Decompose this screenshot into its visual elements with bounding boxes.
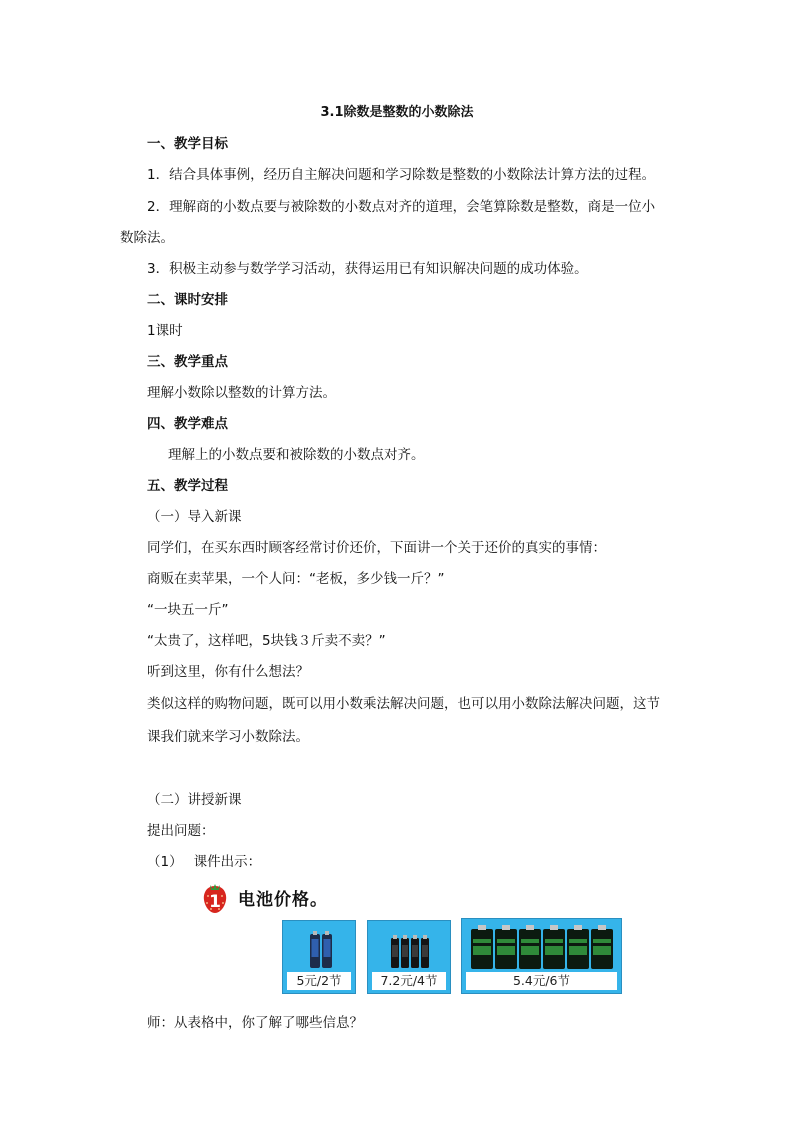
paragraph: 2．理解商的小数点要与被除数的小数点对齐的道理，会笔算除数是整数，商是一位小 — [147, 199, 656, 215]
battery-card — [367, 920, 451, 994]
battery-icon — [390, 935, 430, 969]
figure-banner — [202, 880, 328, 914]
paragraph: 同学们，在买东西时顾客经常讨价还价，下面讲一个关于还价的真实的事情： — [147, 540, 606, 556]
paragraph: “太贵了，这样吧，5块钱３斤卖不卖？” — [147, 633, 386, 649]
paragraph: 课我们就来学习小数除法。 — [147, 729, 309, 745]
section-heading-schedule: 二、课时安排 — [147, 292, 228, 308]
strawberry-badge-icon — [202, 882, 228, 912]
battery-price-caption: 7.2元/4节 — [372, 972, 446, 990]
section-heading-process: 五、教学过程 — [147, 478, 228, 494]
section-heading-difficulties: 四、教学难点 — [147, 416, 228, 432]
section-heading-objectives: 一、教学目标 — [147, 136, 228, 152]
paragraph: 3．积极主动参与数学学习活动，获得运用已有知识解决问题的成功体验。 — [147, 261, 588, 277]
paragraph: 听到这里，你有什么想法？ — [147, 664, 309, 680]
paragraph: 商贩在卖苹果，一个人问：“老板，多少钱一斤？” — [147, 571, 445, 587]
battery-icon — [470, 925, 614, 969]
paragraph: 提出问题： — [147, 823, 215, 839]
battery-price-caption: 5元/2节 — [287, 972, 351, 990]
paragraph: 理解上的小数点要和被除数的小数点对齐。 — [168, 447, 425, 463]
section-heading-key-points: 三、教学重点 — [147, 354, 228, 370]
page-title: 3.1除数是整数的小数除法 — [320, 105, 474, 120]
paragraph: 理解小数除以整数的计算方法。 — [147, 385, 336, 401]
battery-card — [282, 920, 356, 994]
subsection-heading: （一）导入新课 — [147, 509, 242, 525]
battery-card — [461, 918, 622, 994]
paragraph: 1．结合具体事例，经历自主解决问题和学习除数是整数的小数除法计算方法的过程。 — [147, 167, 656, 183]
paragraph: “一块五一斤” — [147, 602, 229, 618]
subsection-heading: （二）讲授新课 — [147, 792, 242, 808]
paragraph: 师：从表格中，你了解了哪些信息？ — [147, 1015, 363, 1031]
battery-icon — [309, 931, 333, 969]
paragraph: 类似这样的购物问题，既可以用小数乘法解决问题，也可以用小数除法解决问题，这节 — [147, 696, 660, 712]
paragraph: 1课时 — [147, 323, 183, 339]
badge-number: 1 — [209, 892, 221, 912]
paragraph: 数除法。 — [120, 230, 174, 246]
paragraph: （1） 课件出示： — [147, 854, 262, 870]
battery-price-caption: 5.4元/6节 — [466, 972, 617, 990]
figure-heading: 电池价格。 — [238, 889, 328, 910]
